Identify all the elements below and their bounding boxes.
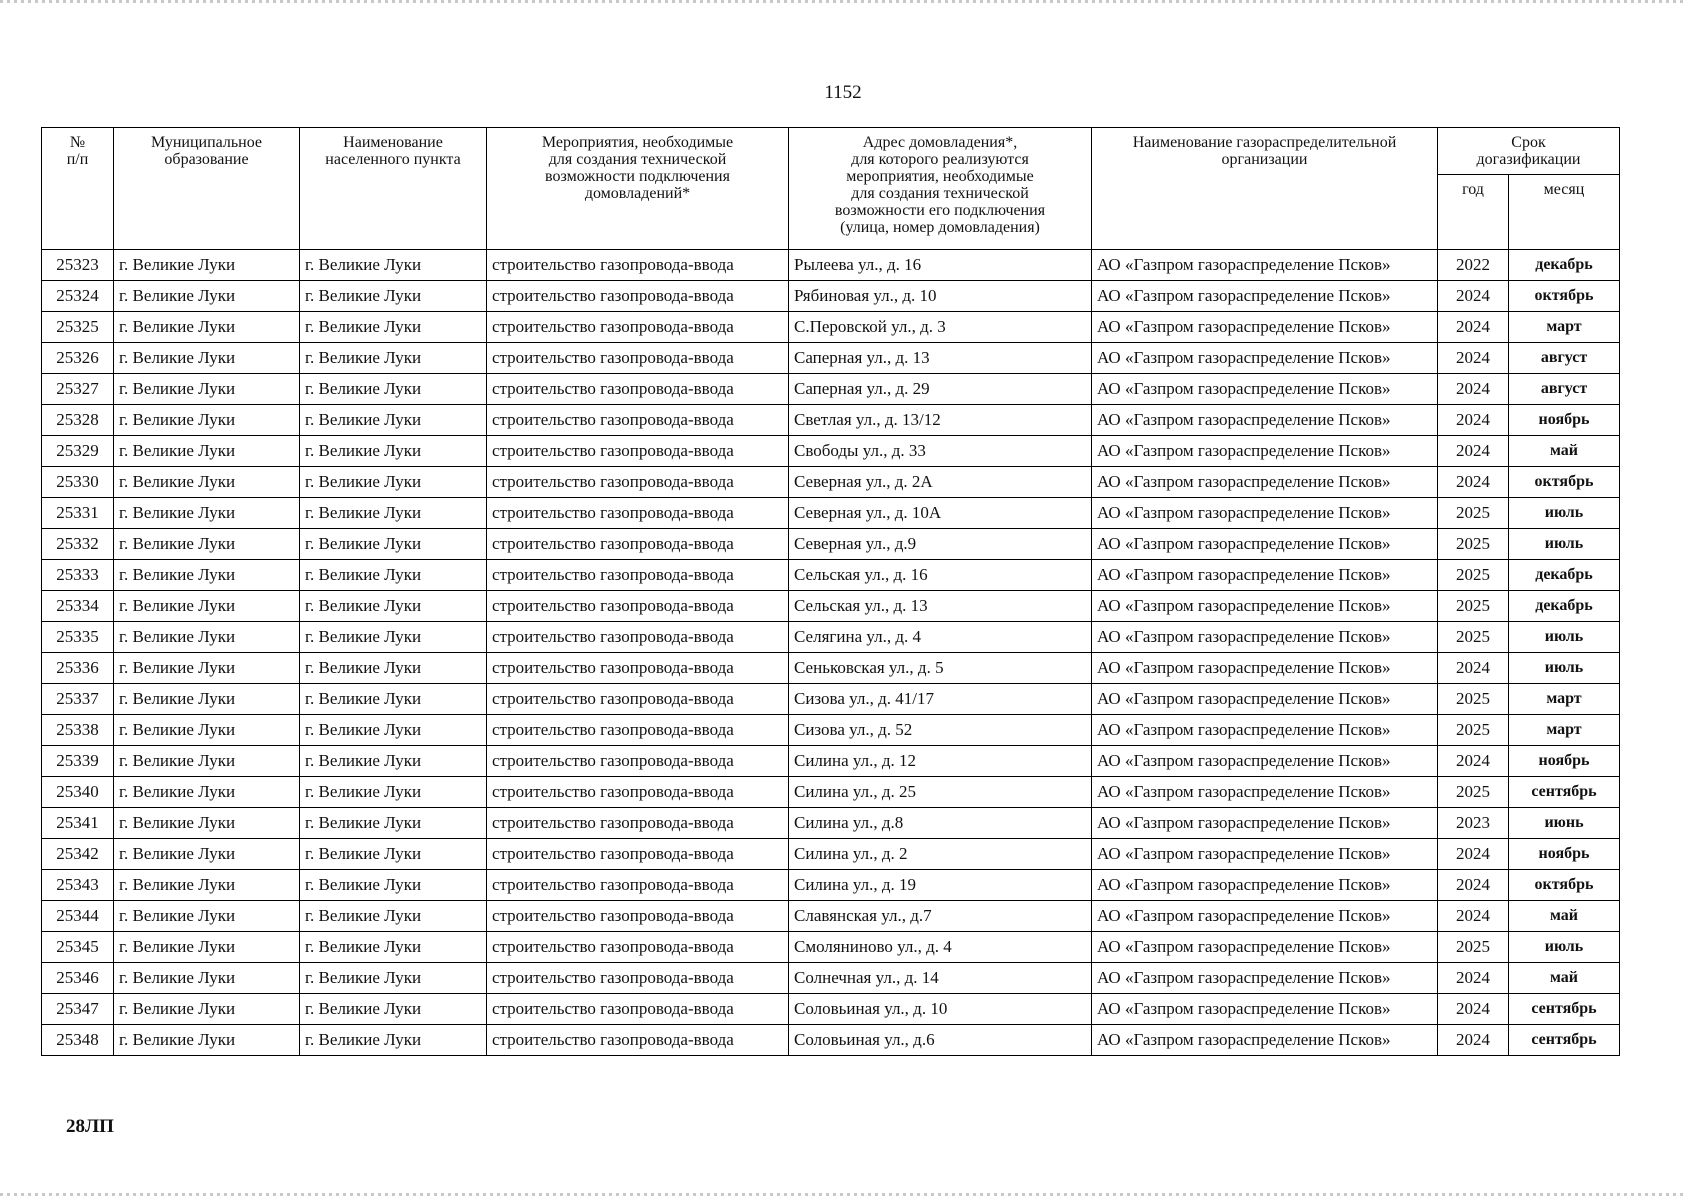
cell-settlement: г. Великие Луки [300,250,487,281]
cell-address: Сельская ул., д. 16 [789,560,1092,591]
cell-organization: АО «Газпром газораспределение Псков» [1092,281,1438,312]
scan-edge-bottom [0,1193,1686,1196]
cell-num: 25330 [42,467,114,498]
cell-measure: строительство газопровода-ввода [487,839,789,870]
cell-settlement: г. Великие Луки [300,653,487,684]
cell-month: ноябрь [1509,405,1620,436]
cell-settlement: г. Великие Луки [300,746,487,777]
cell-num: 25337 [42,684,114,715]
page-number: 1152 [824,82,862,103]
cell-measure: строительство газопровода-ввода [487,622,789,653]
cell-num: 25325 [42,312,114,343]
cell-organization: АО «Газпром газораспределение Псков» [1092,250,1438,281]
cell-month: июль [1509,529,1620,560]
cell-organization: АО «Газпром газораспределение Псков» [1092,839,1438,870]
cell-address: Силина ул., д. 19 [789,870,1092,901]
cell-num: 25331 [42,498,114,529]
cell-organization: АО «Газпром газораспределение Псков» [1092,715,1438,746]
table-row [42,653,1620,684]
cell-measure: строительство газопровода-ввода [487,994,789,1025]
table-row [42,839,1620,870]
cell-measure: строительство газопровода-ввода [487,436,789,467]
table-row [42,312,1620,343]
header-measures: Мероприятия, необходимые для создания технической возможности подключения домовладений* [487,128,789,250]
cell-municipality: г. Великие Луки [114,746,300,777]
cell-address: С.Перовской ул., д. 3 [789,312,1092,343]
cell-num: 25336 [42,653,114,684]
cell-month: октябрь [1509,281,1620,312]
cell-measure: строительство газопровода-ввода [487,281,789,312]
cell-organization: АО «Газпром газораспределение Псков» [1092,684,1438,715]
cell-num: 25347 [42,994,114,1025]
cell-num: 25335 [42,622,114,653]
cell-address: Силина ул., д. 2 [789,839,1092,870]
table-row [42,777,1620,808]
header-address: Адрес домовладения*, для которого реализуются мероприятия, необходимые для создания технической возможности его подключения (улица, номер домовладения) [789,128,1092,250]
cell-municipality: г. Великие Луки [114,901,300,932]
cell-measure: строительство газопровода-ввода [487,467,789,498]
cell-address: Сеньковская ул., д. 5 [789,653,1092,684]
cell-year: 2025 [1438,622,1509,653]
cell-settlement: г. Великие Луки [300,932,487,963]
cell-organization: АО «Газпром газораспределение Псков» [1092,901,1438,932]
cell-address: Силина ул., д.8 [789,808,1092,839]
cell-month: май [1509,963,1620,994]
table-row [42,529,1620,560]
cell-address: Северная ул., д.9 [789,529,1092,560]
cell-municipality: г. Великие Луки [114,374,300,405]
cell-address: Северная ул., д. 10А [789,498,1092,529]
footer-code: 28ЛП [66,1116,114,1137]
cell-measure: строительство газопровода-ввода [487,1025,789,1056]
header-row-top [42,128,1620,175]
cell-month: июль [1509,932,1620,963]
cell-address: Силина ул., д. 12 [789,746,1092,777]
cell-municipality: г. Великие Луки [114,684,300,715]
cell-num: 25329 [42,436,114,467]
table-row [42,1025,1620,1056]
cell-settlement: г. Великие Луки [300,560,487,591]
cell-address: Свободы ул., д. 33 [789,436,1092,467]
cell-settlement: г. Великие Луки [300,870,487,901]
cell-num: 25327 [42,374,114,405]
cell-organization: АО «Газпром газораспределение Псков» [1092,436,1438,467]
cell-month: август [1509,343,1620,374]
cell-year: 2024 [1438,870,1509,901]
cell-year: 2024 [1438,746,1509,777]
cell-num: 25344 [42,901,114,932]
cell-settlement: г. Великие Луки [300,374,487,405]
table-row [42,684,1620,715]
table-row [42,560,1620,591]
cell-settlement: г. Великие Луки [300,529,487,560]
cell-month: сентябрь [1509,994,1620,1025]
cell-municipality: г. Великие Луки [114,281,300,312]
cell-month: сентябрь [1509,777,1620,808]
cell-organization: АО «Газпром газораспределение Псков» [1092,777,1438,808]
cell-municipality: г. Великие Луки [114,777,300,808]
cell-measure: строительство газопровода-ввода [487,653,789,684]
cell-organization: АО «Газпром газораспределение Псков» [1092,653,1438,684]
cell-municipality: г. Великие Луки [114,343,300,374]
cell-address: Саперная ул., д. 29 [789,374,1092,405]
cell-month: июль [1509,498,1620,529]
cell-address: Селягина ул., д. 4 [789,622,1092,653]
cell-settlement: г. Великие Луки [300,281,487,312]
cell-organization: АО «Газпром газораспределение Псков» [1092,374,1438,405]
cell-organization: АО «Газпром газораспределение Псков» [1092,622,1438,653]
cell-settlement: г. Великие Луки [300,963,487,994]
cell-month: декабрь [1509,560,1620,591]
cell-year: 2024 [1438,839,1509,870]
cell-month: июнь [1509,808,1620,839]
table-row [42,746,1620,777]
table-row [42,870,1620,901]
cell-month: июль [1509,622,1620,653]
cell-organization: АО «Газпром газораспределение Псков» [1092,498,1438,529]
cell-organization: АО «Газпром газораспределение Псков» [1092,467,1438,498]
table-row [42,994,1620,1025]
cell-year: 2025 [1438,932,1509,963]
cell-municipality: г. Великие Луки [114,839,300,870]
cell-year: 2024 [1438,467,1509,498]
cell-num: 25323 [42,250,114,281]
cell-year: 2024 [1438,405,1509,436]
cell-year: 2024 [1438,994,1509,1025]
cell-num: 25346 [42,963,114,994]
table-row [42,436,1620,467]
cell-municipality: г. Великие Луки [114,436,300,467]
cell-address: Смоляниново ул., д. 4 [789,932,1092,963]
cell-num: 25332 [42,529,114,560]
cell-num: 25326 [42,343,114,374]
cell-municipality: г. Великие Луки [114,808,300,839]
cell-municipality: г. Великие Луки [114,467,300,498]
cell-month: июль [1509,653,1620,684]
header-municipality: Муниципальное образование [114,128,300,250]
cell-measure: строительство газопровода-ввода [487,529,789,560]
cell-measure: строительство газопровода-ввода [487,746,789,777]
cell-organization: АО «Газпром газораспределение Псков» [1092,1025,1438,1056]
table-header [42,128,1620,250]
cell-address: Сизова ул., д. 41/17 [789,684,1092,715]
cell-year: 2023 [1438,808,1509,839]
cell-measure: строительство газопровода-ввода [487,715,789,746]
cell-address: Рылеева ул., д. 16 [789,250,1092,281]
header-num: № п/п [42,128,114,250]
table-row [42,808,1620,839]
cell-organization: АО «Газпром газораспределение Псков» [1092,343,1438,374]
cell-address: Саперная ул., д. 13 [789,343,1092,374]
table-row [42,591,1620,622]
cell-year: 2025 [1438,715,1509,746]
cell-month: август [1509,374,1620,405]
cell-year: 2025 [1438,684,1509,715]
cell-municipality: г. Великие Луки [114,591,300,622]
table-row [42,498,1620,529]
cell-municipality: г. Великие Луки [114,498,300,529]
cell-address: Северная ул., д. 2А [789,467,1092,498]
cell-settlement: г. Великие Луки [300,901,487,932]
cell-settlement: г. Великие Луки [300,808,487,839]
cell-settlement: г. Великие Луки [300,467,487,498]
cell-settlement: г. Великие Луки [300,343,487,374]
cell-year: 2024 [1438,281,1509,312]
cell-municipality: г. Великие Луки [114,932,300,963]
gasification-table [41,127,1620,1056]
cell-year: 2025 [1438,529,1509,560]
table-row [42,963,1620,994]
cell-organization: АО «Газпром газораспределение Псков» [1092,870,1438,901]
cell-month: сентябрь [1509,1025,1620,1056]
cell-year: 2024 [1438,374,1509,405]
cell-address: Солнечная ул., д. 14 [789,963,1092,994]
cell-address: Сельская ул., д. 13 [789,591,1092,622]
cell-month: май [1509,901,1620,932]
table-row [42,250,1620,281]
cell-measure: строительство газопровода-ввода [487,777,789,808]
cell-municipality: г. Великие Луки [114,250,300,281]
cell-num: 25343 [42,870,114,901]
cell-year: 2024 [1438,312,1509,343]
cell-address: Соловьиная ул., д. 10 [789,994,1092,1025]
cell-settlement: г. Великие Луки [300,498,487,529]
cell-organization: АО «Газпром газораспределение Псков» [1092,963,1438,994]
cell-month: ноябрь [1509,839,1620,870]
cell-organization: АО «Газпром газораспределение Псков» [1092,560,1438,591]
cell-organization: АО «Газпром газораспределение Псков» [1092,932,1438,963]
cell-month: декабрь [1509,591,1620,622]
cell-year: 2024 [1438,343,1509,374]
cell-measure: строительство газопровода-ввода [487,901,789,932]
cell-address: Светлая ул., д. 13/12 [789,405,1092,436]
cell-year: 2025 [1438,560,1509,591]
cell-measure: строительство газопровода-ввода [487,405,789,436]
cell-measure: строительство газопровода-ввода [487,374,789,405]
cell-year: 2024 [1438,963,1509,994]
cell-num: 25334 [42,591,114,622]
cell-settlement: г. Великие Луки [300,715,487,746]
cell-settlement: г. Великие Луки [300,839,487,870]
cell-organization: АО «Газпром газораспределение Псков» [1092,529,1438,560]
table-row [42,405,1620,436]
cell-month: октябрь [1509,467,1620,498]
cell-year: 2024 [1438,901,1509,932]
cell-month: октябрь [1509,870,1620,901]
cell-year: 2022 [1438,250,1509,281]
cell-num: 25338 [42,715,114,746]
cell-municipality: г. Великие Луки [114,1025,300,1056]
cell-settlement: г. Великие Луки [300,591,487,622]
cell-settlement: г. Великие Луки [300,777,487,808]
cell-month: май [1509,436,1620,467]
table-row [42,467,1620,498]
cell-measure: строительство газопровода-ввода [487,591,789,622]
cell-municipality: г. Великие Луки [114,870,300,901]
cell-month: март [1509,312,1620,343]
cell-address: Славянская ул., д.7 [789,901,1092,932]
table-row [42,343,1620,374]
cell-settlement: г. Великие Луки [300,622,487,653]
cell-month: март [1509,684,1620,715]
header-year: год [1438,175,1509,250]
cell-address: Рябиновая ул., д. 10 [789,281,1092,312]
cell-num: 25339 [42,746,114,777]
cell-organization: АО «Газпром газораспределение Псков» [1092,808,1438,839]
header-organization: Наименование газораспределительной организации [1092,128,1438,250]
cell-settlement: г. Великие Луки [300,405,487,436]
table-row [42,932,1620,963]
cell-measure: строительство газопровода-ввода [487,312,789,343]
table-row [42,715,1620,746]
cell-measure: строительство газопровода-ввода [487,870,789,901]
gasification-table-container [41,127,1619,1056]
cell-year: 2024 [1438,1025,1509,1056]
cell-num: 25340 [42,777,114,808]
table-row [42,622,1620,653]
cell-measure: строительство газопровода-ввода [487,963,789,994]
cell-municipality: г. Великие Луки [114,312,300,343]
cell-num: 25345 [42,932,114,963]
cell-num: 25324 [42,281,114,312]
cell-month: декабрь [1509,250,1620,281]
cell-address: Соловьиная ул., д.6 [789,1025,1092,1056]
cell-measure: строительство газопровода-ввода [487,560,789,591]
cell-municipality: г. Великие Луки [114,560,300,591]
table-body [42,250,1620,1056]
cell-month: март [1509,715,1620,746]
cell-settlement: г. Великие Луки [300,436,487,467]
cell-num: 25342 [42,839,114,870]
cell-measure: строительство газопровода-ввода [487,498,789,529]
cell-measure: строительство газопровода-ввода [487,684,789,715]
cell-organization: АО «Газпром газораспределение Псков» [1092,405,1438,436]
cell-municipality: г. Великие Луки [114,963,300,994]
cell-address: Сизова ул., д. 52 [789,715,1092,746]
header-settlement: Наименование населенного пункта [300,128,487,250]
cell-num: 25333 [42,560,114,591]
table-row [42,374,1620,405]
header-term: Срок догазификации [1438,128,1620,175]
cell-municipality: г. Великие Луки [114,994,300,1025]
table-row [42,901,1620,932]
cell-num: 25348 [42,1025,114,1056]
cell-year: 2025 [1438,777,1509,808]
cell-num: 25328 [42,405,114,436]
cell-year: 2025 [1438,498,1509,529]
cell-measure: строительство газопровода-ввода [487,808,789,839]
cell-measure: строительство газопровода-ввода [487,932,789,963]
cell-settlement: г. Великие Луки [300,1025,487,1056]
table-row [42,281,1620,312]
cell-municipality: г. Великие Луки [114,653,300,684]
cell-organization: АО «Газпром газораспределение Псков» [1092,994,1438,1025]
cell-municipality: г. Великие Луки [114,715,300,746]
cell-municipality: г. Великие Луки [114,405,300,436]
header-month: месяц [1509,175,1620,250]
scan-edge-top [0,0,1686,3]
cell-organization: АО «Газпром газораспределение Псков» [1092,746,1438,777]
cell-organization: АО «Газпром газораспределение Псков» [1092,312,1438,343]
cell-measure: строительство газопровода-ввода [487,250,789,281]
cell-year: 2025 [1438,591,1509,622]
cell-year: 2024 [1438,436,1509,467]
cell-organization: АО «Газпром газораспределение Псков» [1092,591,1438,622]
cell-measure: строительство газопровода-ввода [487,343,789,374]
cell-year: 2024 [1438,653,1509,684]
cell-settlement: г. Великие Луки [300,312,487,343]
cell-month: ноябрь [1509,746,1620,777]
cell-settlement: г. Великие Луки [300,684,487,715]
cell-address: Силина ул., д. 25 [789,777,1092,808]
cell-settlement: г. Великие Луки [300,994,487,1025]
cell-num: 25341 [42,808,114,839]
cell-municipality: г. Великие Луки [114,529,300,560]
cell-municipality: г. Великие Луки [114,622,300,653]
